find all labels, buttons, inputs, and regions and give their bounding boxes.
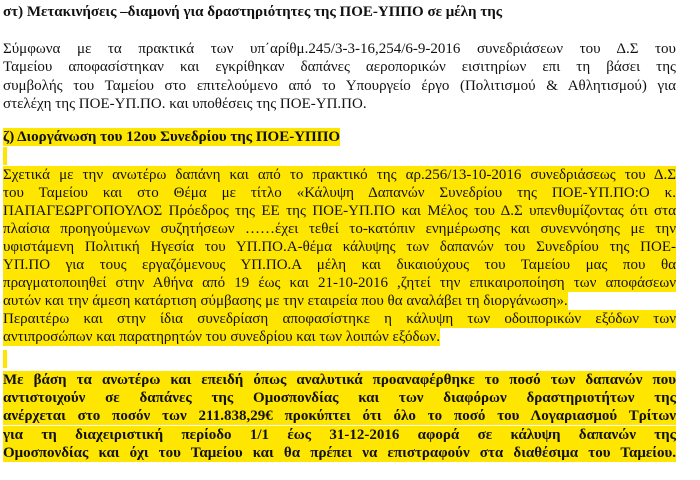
paragraph-line: συμβολής του Ταμείου στο επιτελούμενο από το Υπουργείο έργο (Πολιτισμού & Αθλητισμού) για [3, 78, 676, 94]
paragraph-line: πραγματοποιηθεί στην Αθήνα από 19 έως και 21-10-2016 ,ζητεί την επικαιροποίηση των αποφάσεων [3, 275, 676, 291]
paragraph-line: Ομοσπονδίας και όχι του Ταμείου και θα πρέπει να επιστραφούν στα διαθέσιμα του Ταμείου. [3, 445, 676, 461]
paragraph-line: ΥΠ.ΠΟ για τους εργαζόμενους ΥΠ.ΠΟ.Α μέλη και δικαιούχους του Ταμείου μας που θα [3, 257, 676, 273]
paragraph-line: Περαιτέρω και στην ίδια συνεδρίαση αποφασίστηκε η κάλυψη των οδοιπορικών εξόδων των [3, 311, 676, 327]
paragraph-line: Σχετικά με την ανωτέρω δαπάνη και από το πρακτικό της αρ.256/13-10-2016 συνεδριάσεως του Δ.Σ [3, 167, 676, 183]
paragraph-line: του Ταμείου και στο Θέμα με τίτλο «Κάλυψη Δαπανών Συνεδρίου της ΠΟΕ-ΥΠ.ΠΟ:Ο κ. [3, 185, 676, 201]
paragraph-line: αντιπροσώπων και παρατηρητών του συνεδρίου και των λοιπών εξόδων. [3, 329, 440, 345]
highlight-strip [3, 147, 7, 165]
paragraph-line: για τη διαχειριστική περίοδο 1/1 έως 31-12-2016 αφορά σε κάλυψη δαπανών της [3, 427, 676, 443]
section-st-heading: στ) Μετακινήσεις –διαμονή για δραστηριότητες της ΠΟΕ-ΥΠΠΟ σε μέλη της [3, 4, 503, 20]
highlight-strip [3, 350, 7, 368]
paragraph-line: στελέχη της ΠΟΕ-ΥΠ.ΠΟ. και υποθέσεις της ΠΟΕ-ΥΠ.ΠΟ. [3, 96, 367, 112]
paragraph-line: υφιστάμενη Πολιτική Ηγεσία του ΥΠ.ΠΟ.Α-θέμα κάλυψης των δαπανών του Συνεδρίου της ΠΟΕ- [3, 239, 676, 255]
paragraph-line: πλαίσια προηγούμενων συζητήσεων ……έχει τεθεί το-κατόπιν ενημέρωσης και συνεννόησης με την [3, 221, 676, 237]
paragraph-line: Με βάση τα ανωτέρω και επειδή όπως αναλυτικά προαναφέρθηκε το ποσό των δαπανών που [3, 372, 676, 388]
paragraph-line: ΠΑΠΑΓΕΩΡΓΟΠΟΥΛΟΣ Πρόεδρος της ΕΕ της ΠΟΕ-ΥΠ.ΠΟ και Μέλος του Δ.Σ υπενθυμίζοντας ότι στα [3, 203, 676, 219]
paragraph-line: Σύμφωνα με τα πρακτικά των υπ΄αρίθμ.245/3-3-16,254/6-9-2016 συνεδριάσεων του Δ.Σ του [3, 41, 676, 57]
section-z-heading: ζ) Διοργάνωση του 12ου Συνεδρίου της ΠΟΕ-ΥΠΠΟ [3, 129, 341, 145]
paragraph-line: Ταμείου αποφασίστηκαν και εγκρίθηκαν δαπάνες αεροπορικών εισιτηρίων επι τη βάσει της [3, 59, 676, 75]
paragraph-line: αντιστοιχούν σε δαπάνες της Ομοσπονδίας και των διαφόρων δραστηριοτήτων της [3, 390, 676, 406]
paragraph-line: αυτών και την άμεση κατάρτιση σύμβασης με την εταιρεία που θα αναλάβει τη διοργάνωση». [3, 293, 568, 309]
paragraph-line: ανέρχεται στο ποσόν των 211.838,29€ προκύπτει ότι όλο το ποσό του Λογαριασμού Τρίτων [3, 408, 676, 424]
